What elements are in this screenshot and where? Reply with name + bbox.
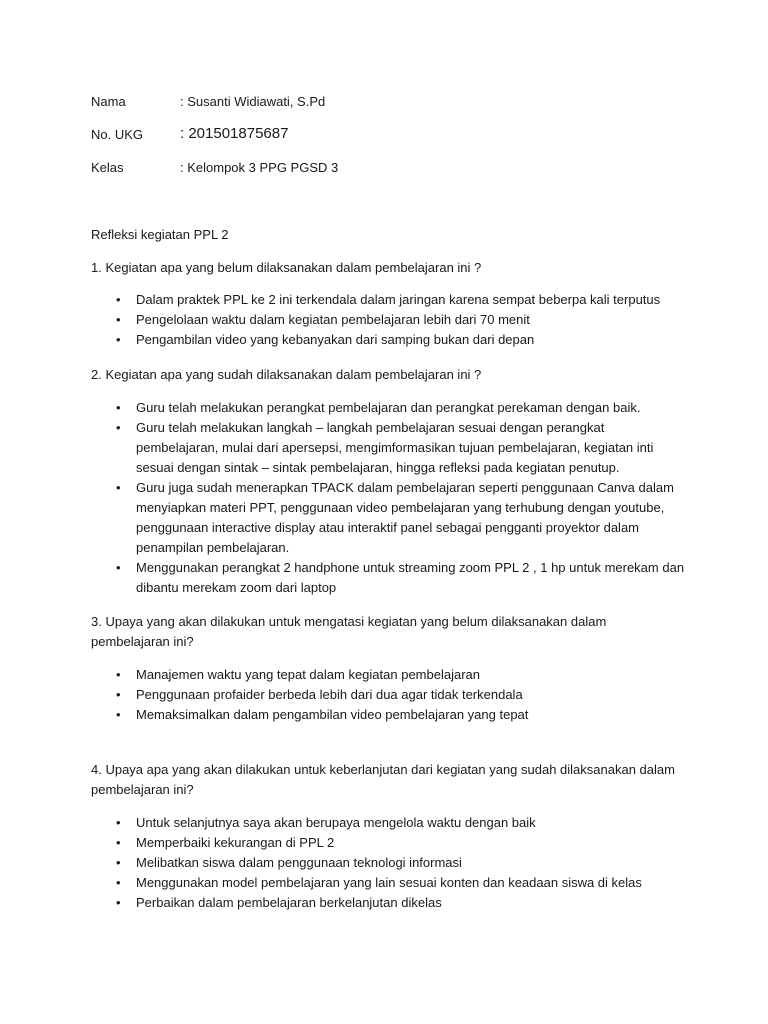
- bullet-icon: •: [116, 332, 121, 347]
- nama-label: Nama: [91, 94, 126, 109]
- list-item: [0, 398, 768, 418]
- list-item-text: Manajemen waktu yang tepat dalam kegiatan pembelajaran: [136, 667, 480, 682]
- list-item-text: Untuk selanjutnya saya akan berupaya mengelola waktu dengan baik: [136, 815, 536, 830]
- ukg-label: No. UKG: [91, 127, 144, 142]
- list-item: [0, 478, 768, 558]
- question-1: 1. Kegiatan apa yang belum dilaksanakan dalam pembelajaran ini ?: [91, 260, 482, 275]
- nama-value: : Susanti Widiawati, S.Pd: [180, 94, 326, 109]
- list-item-text: Perbaikan dalam pembelajaran berkelanjutan dikelas: [136, 895, 442, 910]
- list-item-text: Menggunakan model pembelajaran yang lain sesuai konten dan keadaan siswa di kelas: [136, 875, 642, 890]
- list-item-text: Penggunaan profaider berbeda lebih dari dua agar tidak terkendala: [136, 687, 523, 702]
- bullet-icon: •: [116, 835, 121, 850]
- bullet-icon: •: [116, 312, 121, 327]
- list-item: [0, 418, 768, 478]
- list-item: [0, 813, 768, 833]
- kelas-label: Kelas: [91, 160, 124, 175]
- kelas-value: : Kelompok 3 PPG PGSD 3: [180, 160, 339, 175]
- list-item-text: Dalam praktek PPL ke 2 ini terkendala dalam jaringan karena sempat beberpa kali terputus: [136, 292, 661, 307]
- answer-list-2: [0, 398, 768, 598]
- question-3: 3. Upaya yang akan dilakukan untuk mengatasi kegiatan yang belum dilaksanakan dalam pembelajaran ini?: [91, 614, 607, 649]
- list-item: [0, 558, 768, 598]
- list-item: [0, 665, 768, 685]
- bullet-icon: •: [116, 687, 121, 702]
- bullet-icon: •: [116, 292, 121, 307]
- list-item: [0, 853, 768, 873]
- answer-list-1: [0, 290, 768, 350]
- list-item-text: Memaksimalkan dalam pengambilan video pembelajaran yang tepat: [136, 707, 529, 722]
- bullet-icon: •: [116, 707, 121, 722]
- ukg-value: : 201501875687: [180, 125, 289, 142]
- list-item: [0, 310, 768, 330]
- bullet-icon: •: [116, 420, 121, 435]
- list-item-text: Melibatkan siswa dalam penggunaan teknologi informasi: [136, 855, 462, 870]
- list-item: [0, 873, 768, 893]
- answer-list-3: [0, 665, 768, 725]
- list-item-text: Menggunakan perangkat 2 handphone untuk streaming zoom PPL 2 , 1 hp untuk merekam dan dibantu merekam zoom dari laptop: [136, 560, 685, 595]
- list-item: [0, 705, 768, 725]
- list-item-text: Guru telah melakukan langkah – langkah pembelajaran sesuai dengan perangkat pembelajaran, mulai dari apersepsi, mengimformasikan tujuan pembelajaran, kegiatan inti sesuai dengan sintak – sintak pembelajaran, hingga refleksi pada kegiatan penutup.: [136, 420, 654, 475]
- answer-list-4: [0, 813, 768, 913]
- bullet-icon: •: [116, 400, 121, 415]
- bullet-icon: •: [116, 667, 121, 682]
- bullet-icon: •: [116, 480, 121, 495]
- list-item-text: Pengambilan video yang kebanyakan dari samping bukan dari depan: [136, 332, 535, 347]
- list-item-text: Guru telah melakukan perangkat pembelajaran dan perangkat perekaman dengan baik.: [136, 400, 641, 415]
- question-2: 2. Kegiatan apa yang sudah dilaksanakan dalam pembelajaran ini ?: [91, 367, 482, 382]
- list-item-text: Memperbaiki kekurangan di PPL 2: [136, 835, 335, 850]
- list-item: [0, 685, 768, 705]
- bullet-icon: •: [116, 560, 121, 575]
- list-item-text: Guru juga sudah menerapkan TPACK dalam pembelajaran seperti penggunaan Canva dalam menyiapkan materi PPT, penggunaan video pembelajaran yang terhubung dengan youtube, penggunaan interactive display atau interaktif panel sebagai pengganti proyektor dalam penampilan pembelajaran.: [136, 480, 674, 555]
- question-4: 4. Upaya apa yang akan dilakukan untuk keberlanjutan dari kegiatan yang sudah dilaksanakan dalam pembelajaran ini?: [91, 762, 675, 797]
- list-item: [0, 833, 768, 853]
- list-item-text: Pengelolaan waktu dalam kegiatan pembelajaran lebih dari 70 menit: [136, 312, 530, 327]
- bullet-icon: •: [116, 875, 121, 890]
- document-title: Refleksi kegiatan PPL 2: [91, 227, 229, 242]
- bullet-icon: •: [116, 815, 121, 830]
- list-item: [0, 330, 768, 350]
- list-item: [0, 893, 768, 913]
- bullet-icon: •: [116, 895, 121, 910]
- bullet-icon: •: [116, 855, 121, 870]
- list-item: [0, 290, 768, 310]
